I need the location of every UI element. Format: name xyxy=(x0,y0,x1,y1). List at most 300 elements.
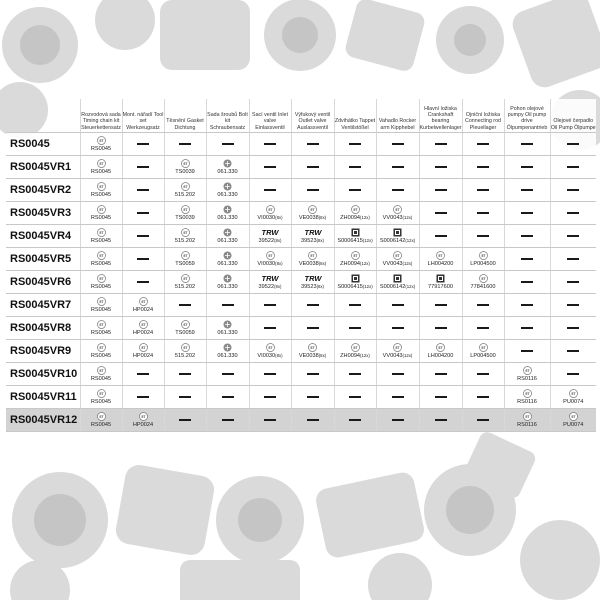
part-number-value: RS0045 xyxy=(90,169,112,175)
svg-text:TRW: TRW xyxy=(304,228,321,237)
table-cell xyxy=(122,225,164,248)
part-number xyxy=(471,284,496,290)
not-applicable-dash xyxy=(435,396,447,398)
part-quantity: (12x) xyxy=(362,284,373,289)
svg-text:ET: ET xyxy=(395,207,400,212)
part-entry xyxy=(505,409,550,431)
table-cell xyxy=(122,340,164,363)
not-applicable-dash xyxy=(521,258,533,260)
not-applicable-dash xyxy=(521,143,533,145)
table-cell xyxy=(164,271,206,294)
part-number-value: TS0039 xyxy=(175,215,195,221)
part-entry xyxy=(81,271,122,293)
table-row xyxy=(6,363,596,386)
ina-logo xyxy=(435,274,446,283)
kit-code: RS0045VR1 xyxy=(6,156,80,179)
part-number xyxy=(563,399,583,405)
table-cell xyxy=(291,363,334,386)
svg-text:ET: ET xyxy=(352,207,358,212)
part-entry xyxy=(207,179,249,201)
not-applicable-dash xyxy=(137,189,149,191)
et-engineteam-logo xyxy=(392,205,403,214)
table-cell xyxy=(291,340,334,363)
part-number-value: LH004200 xyxy=(427,353,454,359)
part-entry xyxy=(165,225,206,247)
part-number-value: HP0024 xyxy=(132,422,154,428)
table-cell xyxy=(122,409,164,432)
table-cell xyxy=(291,248,334,271)
part-number xyxy=(133,353,153,359)
table-cell xyxy=(462,409,504,432)
part-number-value: LP004500 xyxy=(470,353,496,359)
not-applicable-dash xyxy=(307,189,319,191)
table-cell xyxy=(164,225,206,248)
svg-text:ET: ET xyxy=(98,414,104,419)
table-cell xyxy=(80,363,122,386)
part-number xyxy=(91,376,111,382)
svg-text:ET: ET xyxy=(98,230,104,235)
part-number-value: S0006142 xyxy=(379,238,406,244)
et-engineteam-logo xyxy=(435,343,446,352)
table-cell xyxy=(504,179,550,202)
not-applicable-dash xyxy=(349,327,361,329)
column-header: Těsnění Gasket Dichtung xyxy=(164,99,206,133)
not-applicable-dash xyxy=(264,304,276,306)
table-cell xyxy=(164,248,206,271)
part-entry xyxy=(81,179,122,201)
part-number-value: 77841600 xyxy=(470,284,496,290)
part-number-value: LH004200 xyxy=(427,261,454,267)
table-cell xyxy=(122,202,164,225)
part-number xyxy=(470,353,496,359)
part-number xyxy=(257,215,282,221)
svg-text:ET: ET xyxy=(98,253,104,258)
table-cell xyxy=(80,409,122,432)
not-applicable-dash xyxy=(137,258,149,260)
table-cell xyxy=(122,248,164,271)
part-number-value: VV0043 xyxy=(382,353,403,359)
table-cell xyxy=(164,156,206,179)
not-applicable-dash xyxy=(435,166,447,168)
part-entry xyxy=(551,409,597,431)
table-cell xyxy=(419,386,462,409)
febi-logo xyxy=(222,274,233,283)
not-applicable-dash xyxy=(264,373,276,375)
part-number-value: TS0059 xyxy=(175,261,195,267)
not-applicable-dash xyxy=(307,143,319,145)
table-cell xyxy=(80,225,122,248)
ina-logo xyxy=(350,228,361,237)
table-cell xyxy=(206,363,249,386)
table-cell xyxy=(504,133,550,156)
part-number-value: 061.330 xyxy=(217,238,238,244)
part-entry xyxy=(81,317,122,339)
table-cell xyxy=(206,294,249,317)
not-applicable-dash xyxy=(392,396,404,398)
et-engineteam-logo xyxy=(96,251,107,260)
part-entry xyxy=(551,386,597,408)
part-number-value: 39522 xyxy=(258,284,275,290)
not-applicable-dash xyxy=(179,419,191,421)
table-cell xyxy=(80,340,122,363)
part-quantity: (8x) xyxy=(318,215,327,220)
svg-text:ET: ET xyxy=(182,276,188,281)
ina-logo xyxy=(392,274,403,283)
part-number-value: VE0038 xyxy=(298,215,319,221)
table-cell xyxy=(419,225,462,248)
part-number-value: 061.330 xyxy=(217,192,238,198)
part-quantity: (8x) xyxy=(316,238,324,243)
table-cell xyxy=(249,271,291,294)
febi-logo xyxy=(222,182,233,191)
part-number xyxy=(91,261,111,267)
part-number-value: RS0045 xyxy=(90,307,112,313)
table-cell xyxy=(419,133,462,156)
part-entry xyxy=(335,271,376,293)
part-number-value: RS0045 xyxy=(90,330,112,336)
part-number xyxy=(380,284,415,290)
svg-text:ET: ET xyxy=(480,253,486,258)
table-cell xyxy=(504,363,550,386)
table-cell xyxy=(504,202,550,225)
table-cell xyxy=(334,248,376,271)
part-number xyxy=(217,330,237,336)
part-entry xyxy=(81,202,122,224)
et-engineteam-logo xyxy=(96,366,107,375)
table-cell xyxy=(334,202,376,225)
et-engineteam-logo xyxy=(96,320,107,329)
part-entry xyxy=(165,271,206,293)
part-number xyxy=(175,330,195,336)
svg-text:ET: ET xyxy=(438,253,443,258)
kit-code: RS0045VR5 xyxy=(6,248,80,271)
et-engineteam-logo xyxy=(180,320,191,329)
svg-text:ET: ET xyxy=(98,207,104,212)
part-number xyxy=(517,376,537,382)
et-engineteam-logo xyxy=(96,389,107,398)
table-cell xyxy=(550,133,596,156)
part-number xyxy=(517,422,537,428)
not-applicable-dash xyxy=(435,189,447,191)
table-row xyxy=(6,156,596,179)
not-applicable-dash xyxy=(567,143,579,145)
et-engineteam-logo xyxy=(435,251,446,260)
table-cell xyxy=(122,271,164,294)
table-cell xyxy=(462,179,504,202)
part-entry xyxy=(250,340,291,362)
svg-text:ET: ET xyxy=(98,322,104,327)
part-entry xyxy=(250,225,291,247)
table-cell xyxy=(80,202,122,225)
part-number xyxy=(299,261,326,267)
table-cell xyxy=(291,156,334,179)
part-number-value: 39522 xyxy=(258,238,275,244)
table-cell xyxy=(550,294,596,317)
table-cell xyxy=(249,294,291,317)
table-cell xyxy=(462,133,504,156)
kit-code: RS0045VR8 xyxy=(6,317,80,340)
part-entry xyxy=(207,225,249,247)
table-cell xyxy=(462,271,504,294)
et-engineteam-logo xyxy=(96,343,107,352)
svg-text:ET: ET xyxy=(310,345,315,350)
table-row xyxy=(6,409,596,432)
part-number-value: RS0045 xyxy=(90,192,112,198)
part-number xyxy=(217,238,237,244)
not-applicable-dash xyxy=(521,304,533,306)
part-number-value: 39523 xyxy=(301,284,317,290)
not-applicable-dash xyxy=(567,350,579,352)
not-applicable-dash xyxy=(435,212,447,214)
not-applicable-dash xyxy=(137,235,149,237)
not-applicable-dash xyxy=(349,189,361,191)
et-engineteam-logo xyxy=(265,205,276,214)
table-cell xyxy=(376,202,419,225)
table-cell xyxy=(206,271,249,294)
svg-text:TRW: TRW xyxy=(304,274,321,283)
part-quantity: (12x) xyxy=(360,261,370,266)
svg-text:ET: ET xyxy=(395,345,400,350)
part-number-value: RS0045 xyxy=(90,284,112,290)
kit-compatibility-table xyxy=(6,99,596,432)
part-number xyxy=(175,284,195,290)
not-applicable-dash xyxy=(179,373,191,375)
part-number xyxy=(301,284,324,290)
part-entry xyxy=(250,202,291,224)
not-applicable-dash xyxy=(222,396,234,398)
compatibility-table-container xyxy=(6,99,596,432)
not-applicable-dash xyxy=(477,304,489,306)
table-cell xyxy=(550,156,596,179)
part-number xyxy=(383,215,413,221)
part-entry xyxy=(123,294,164,316)
table-cell xyxy=(419,409,462,432)
not-applicable-dash xyxy=(477,419,489,421)
not-applicable-dash xyxy=(264,166,276,168)
table-cell xyxy=(249,317,291,340)
part-number xyxy=(175,215,195,221)
table-cell xyxy=(164,133,206,156)
part-entry xyxy=(81,363,122,385)
part-number-value: 061.330 xyxy=(217,284,238,290)
febi-logo xyxy=(222,251,233,260)
table-cell xyxy=(249,386,291,409)
part-entry xyxy=(335,225,376,247)
table-cell xyxy=(206,225,249,248)
not-applicable-dash xyxy=(521,189,533,191)
not-applicable-dash xyxy=(307,166,319,168)
table-cell xyxy=(164,409,206,432)
not-applicable-dash xyxy=(264,396,276,398)
part-number xyxy=(175,353,195,359)
table-cell xyxy=(462,202,504,225)
table-cell xyxy=(164,179,206,202)
table-cell xyxy=(504,271,550,294)
not-applicable-dash xyxy=(521,235,533,237)
part-entry xyxy=(292,248,334,270)
table-cell xyxy=(419,156,462,179)
not-applicable-dash xyxy=(392,419,404,421)
table-row xyxy=(6,340,596,363)
table-cell xyxy=(376,386,419,409)
part-entry xyxy=(81,156,122,178)
part-quantity: (8x) xyxy=(274,284,282,289)
part-entry xyxy=(123,317,164,339)
table-row xyxy=(6,248,596,271)
table-cell xyxy=(249,409,291,432)
table-cell xyxy=(291,225,334,248)
table-cell xyxy=(164,363,206,386)
et-engineteam-logo xyxy=(180,274,191,283)
table-cell xyxy=(249,363,291,386)
part-number-value: VV0043 xyxy=(382,261,403,267)
table-cell xyxy=(462,248,504,271)
table-cell xyxy=(206,386,249,409)
table-cell xyxy=(550,248,596,271)
svg-text:ET: ET xyxy=(524,414,530,419)
table-cell xyxy=(249,340,291,363)
table-cell xyxy=(462,156,504,179)
part-number xyxy=(337,238,372,244)
table-cell xyxy=(376,294,419,317)
not-applicable-dash xyxy=(435,143,447,145)
not-applicable-dash xyxy=(137,281,149,283)
febi-logo xyxy=(222,159,233,168)
part-quantity: (12x) xyxy=(362,238,373,243)
column-header: Vahadlo Rocker arm Kipphebel xyxy=(376,99,419,133)
part-number xyxy=(91,422,111,428)
et-engineteam-logo xyxy=(180,228,191,237)
et-engineteam-logo xyxy=(138,297,149,306)
et-engineteam-logo xyxy=(307,205,318,214)
part-entry xyxy=(165,156,206,178)
part-number xyxy=(133,307,153,313)
part-number-value: PU0074 xyxy=(563,422,584,428)
part-number-value: RS0116 xyxy=(517,376,537,382)
table-cell xyxy=(334,133,376,156)
part-quantity: (8x) xyxy=(274,238,282,243)
table-cell xyxy=(291,133,334,156)
table-cell xyxy=(419,294,462,317)
part-entry xyxy=(81,248,122,270)
part-number-value: ZH0094 xyxy=(340,353,361,359)
part-number-value: ZH0094 xyxy=(340,261,361,267)
table-cell xyxy=(206,317,249,340)
part-entry xyxy=(505,386,550,408)
part-number-value: RS0045 xyxy=(90,376,112,382)
part-number xyxy=(91,169,111,175)
et-engineteam-logo xyxy=(180,182,191,191)
not-applicable-dash xyxy=(349,419,361,421)
part-number-value: PU0074 xyxy=(563,399,584,405)
table-cell xyxy=(122,294,164,317)
et-engineteam-logo xyxy=(568,412,579,421)
table-cell xyxy=(419,317,462,340)
not-applicable-dash xyxy=(137,396,149,398)
not-applicable-dash xyxy=(477,327,489,329)
not-applicable-dash xyxy=(349,143,361,145)
not-applicable-dash xyxy=(179,304,191,306)
part-number xyxy=(428,261,454,267)
part-entry xyxy=(377,271,419,293)
part-number-value: HP0024 xyxy=(132,307,154,313)
table-cell xyxy=(206,409,249,432)
febi-logo xyxy=(222,228,233,237)
part-number xyxy=(91,307,111,313)
part-number xyxy=(217,261,237,267)
et-engineteam-logo xyxy=(96,412,107,421)
part-number xyxy=(91,238,111,244)
table-cell xyxy=(334,409,376,432)
et-engineteam-logo xyxy=(568,389,579,398)
part-entry xyxy=(165,248,206,270)
part-quantity: (8x) xyxy=(318,261,327,266)
not-applicable-dash xyxy=(567,212,579,214)
table-cell xyxy=(249,156,291,179)
part-quantity: (12x) xyxy=(402,353,413,358)
part-entry xyxy=(292,271,334,293)
table-cell xyxy=(80,294,122,317)
part-number-value: VI0030 xyxy=(257,215,276,221)
part-number-value: 061.330 xyxy=(217,215,238,221)
table-cell xyxy=(550,386,596,409)
kit-code: RS0045VR9 xyxy=(6,340,80,363)
kit-code: RS0045VR11 xyxy=(6,386,80,409)
part-entry xyxy=(81,294,122,316)
table-cell xyxy=(249,225,291,248)
table-row xyxy=(6,294,596,317)
part-number xyxy=(383,353,413,359)
part-entry xyxy=(207,156,249,178)
part-quantity: (8x) xyxy=(275,353,283,358)
part-entry xyxy=(420,248,462,270)
part-number xyxy=(517,399,537,405)
et-engineteam-logo xyxy=(180,205,191,214)
svg-text:ET: ET xyxy=(267,207,273,212)
not-applicable-dash xyxy=(567,166,579,168)
kit-code: RS0045VR4 xyxy=(6,225,80,248)
table-cell xyxy=(80,133,122,156)
not-applicable-dash xyxy=(137,166,149,168)
column-header: Zdvihátko Tappet Ventilstößel xyxy=(334,99,376,133)
not-applicable-dash xyxy=(392,166,404,168)
not-applicable-dash xyxy=(477,396,489,398)
table-cell xyxy=(504,156,550,179)
column-header: Výfukový ventil Outlet valve Auslassventil xyxy=(291,99,334,133)
part-number xyxy=(175,169,195,175)
part-entry xyxy=(81,340,122,362)
part-entry xyxy=(377,340,419,362)
table-cell xyxy=(334,156,376,179)
table-row xyxy=(6,317,596,340)
part-entry xyxy=(335,248,376,270)
not-applicable-dash xyxy=(392,143,404,145)
part-number xyxy=(340,261,370,267)
part-entry xyxy=(165,179,206,201)
part-entry xyxy=(377,248,419,270)
table-row xyxy=(6,202,596,225)
svg-text:ET: ET xyxy=(182,345,188,350)
svg-text:ET: ET xyxy=(524,391,530,396)
part-number-value: 061.330 xyxy=(217,169,238,175)
table-row xyxy=(6,271,596,294)
svg-text:ET: ET xyxy=(98,391,104,396)
table-cell xyxy=(376,248,419,271)
part-number xyxy=(299,215,326,221)
part-entry xyxy=(207,248,249,270)
febi-logo xyxy=(222,205,233,214)
table-cell xyxy=(376,156,419,179)
